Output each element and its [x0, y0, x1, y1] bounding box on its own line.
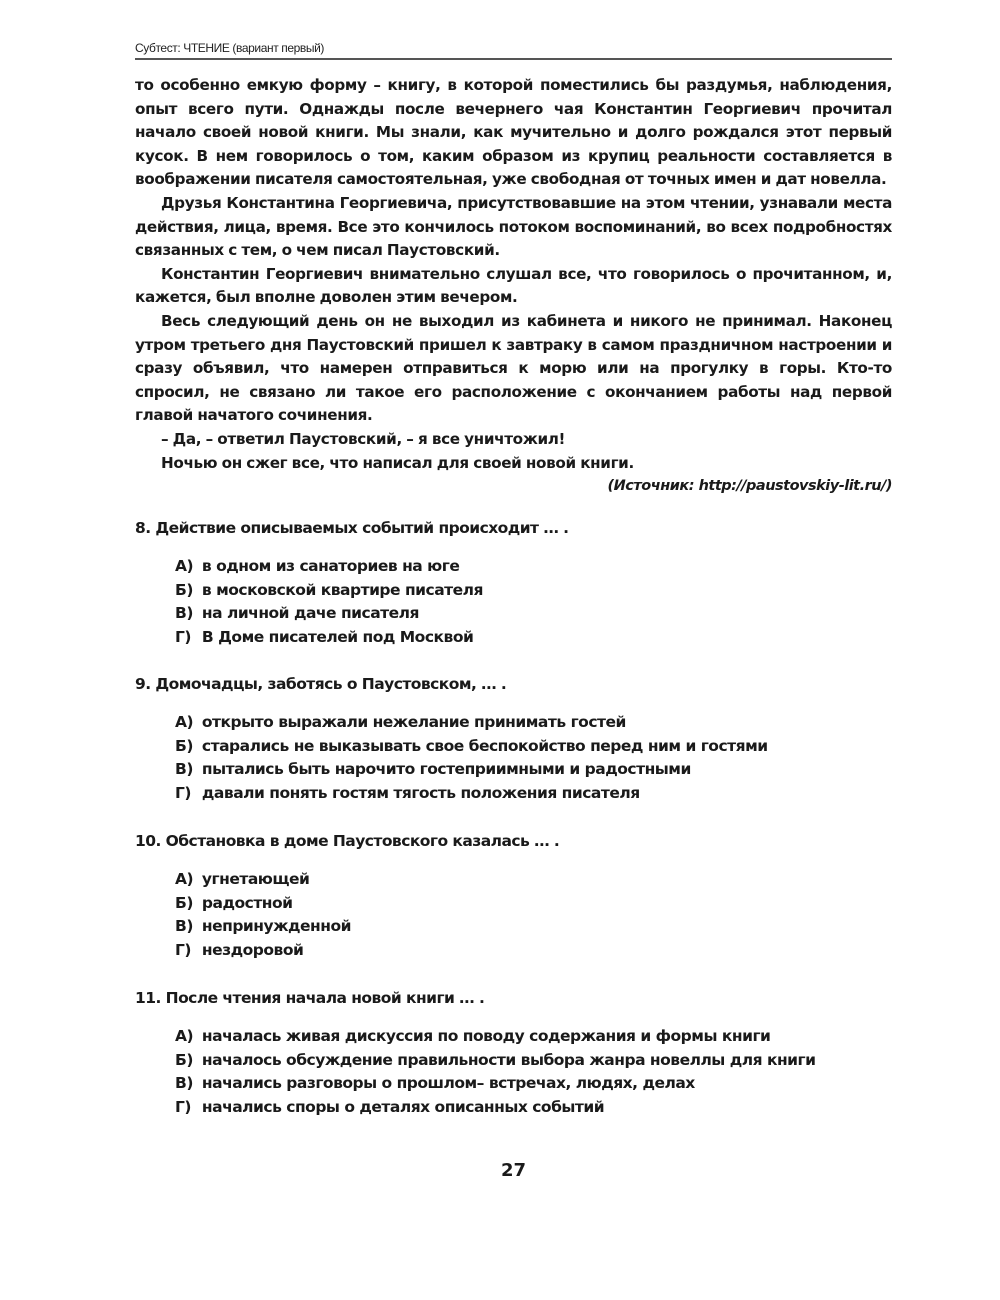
answer-option-g[interactable]: Г) начались споры о деталях описанных событий	[175, 1097, 605, 1116]
answer-option-b[interactable]: Б) началось обсуждение правильности выбора жанра новеллы для книги	[175, 1050, 816, 1069]
answer-option-v[interactable]: В) начались разговоры о прошлом– встречах, людях, делах	[175, 1074, 695, 1093]
running-header	[135, 38, 892, 60]
question-title: 11. После чтения начала новой книги … .	[135, 989, 485, 1007]
question-8	[135, 517, 892, 649]
passage-paragraph: Константин Георгиевич внимательно слушал все, что говорилось о прочитанном, и, кажется, был вполне доволен этим вечером.	[135, 264, 892, 307]
answer-options	[175, 1025, 892, 1119]
passage-paragraph: Весь следующий день он не выходил из кабинета и никого не принимал. Наконец утром третьего дня Паустовский пришел к завтраку в самом праздничном настроении и сразу объявил, что намерен отправиться к морю или на прогулку в горы. Кто-то спросил, не связано ли такое его расположение с окончанием работы над первой главой начатого сочинения.	[135, 311, 892, 425]
question-title: 8. Действие описываемых событий происходит … .	[135, 519, 569, 537]
passage-dialogue-line: – Да, – ответил Паустовский, – я все уничтожил!	[161, 429, 566, 448]
passage-paragraph: то особенно емкую форму – книгу, в которой поместились бы раздумья, наблюдения, опыт всего пути. Однажды после вечернего чая Константин Георгиевич прочитал начало своей новой книги. Мы знали, как мучительно и долго рождался этот первый кусок. В нем говорилось о том, каким образом из крупиц реальности составляется в воображении писателя самостоятельная, уже свободная от точных имен и дат новелла.	[135, 76, 892, 189]
answer-options	[175, 868, 892, 962]
answer-option-g[interactable]: Г) нездоровой	[175, 940, 304, 959]
passage-paragraph: Друзья Константина Георгиевича, присутствовавшие на этом чтении, узнавали места действия, лица, время. Все это кончилось потоком воспоминаний, во всех подробностях связанных с тем, о чем писал Паустовский.	[135, 193, 892, 260]
answer-option-a[interactable]: А) началась живая дискуссия по поводу содержания и формы книги	[175, 1027, 771, 1045]
question-title: 10. Обстановка в доме Паустовского казалась … .	[135, 832, 560, 850]
answer-option-a[interactable]: А) угнетающей	[175, 870, 310, 888]
answer-option-g[interactable]: Г) давали понять гостям тягость положения писателя	[175, 783, 640, 802]
running-header-title: Субтест: ЧТЕНИЕ (вариант первый)	[135, 41, 324, 55]
passage-paragraph: Ночью он сжег все, что написал для своей новой книги.	[161, 453, 634, 472]
answer-option-a[interactable]: А) открыто выражали нежелание принимать гостей	[175, 713, 626, 731]
page-number: 27	[500, 1160, 527, 1181]
answer-option-b[interactable]: Б) радостной	[175, 893, 293, 912]
question-11	[135, 987, 892, 1119]
answer-option-b[interactable]: Б) старались не выказывать свое беспокойство перед ним и гостями	[175, 736, 768, 755]
answer-options	[175, 711, 892, 805]
answer-options	[175, 555, 892, 649]
question-9	[135, 673, 892, 805]
passage-source: (Источник: http://paustovskiy-lit.ru/)	[607, 478, 892, 495]
answer-option-g[interactable]: Г) В Доме писателей под Москвой	[175, 627, 474, 646]
question-10	[135, 830, 892, 962]
question-title: 9. Домочадцы, заботясь о Паустовском, … .	[135, 675, 507, 693]
answer-option-v[interactable]: В) на личной даче писателя	[175, 604, 419, 623]
answer-option-b[interactable]: Б) в московской квартире писателя	[175, 580, 483, 599]
answer-option-a[interactable]: А) в одном из санаториев на юге	[175, 557, 460, 575]
answer-option-v[interactable]: В) непринужденной	[175, 917, 351, 936]
reading-passage	[135, 74, 892, 498]
answer-option-v[interactable]: В) пытались быть нарочито гостеприимными и радостными	[175, 760, 691, 779]
